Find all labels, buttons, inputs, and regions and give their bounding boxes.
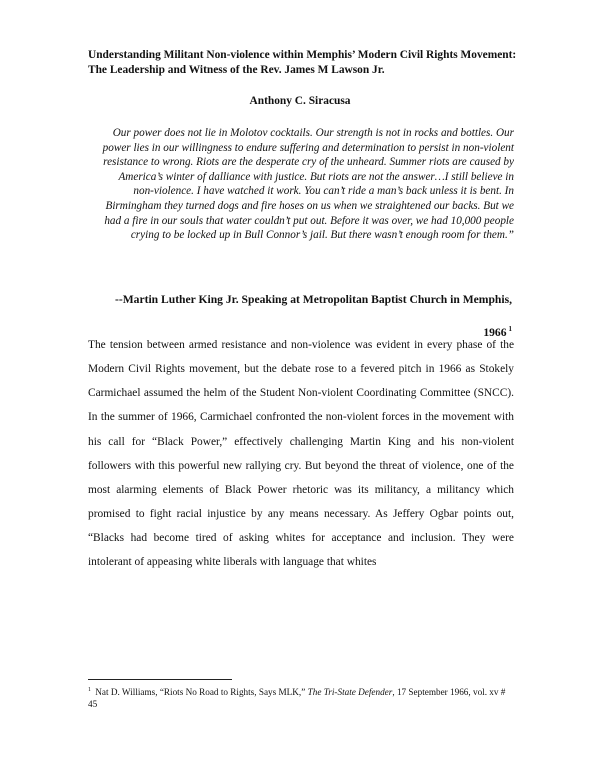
footnote-publication: The Tri-State Defender [307, 687, 393, 697]
footnote-text-before: Nat D. Williams, “Riots No Road to Rights, Says MLK,” [95, 687, 306, 697]
footnote-text-after: , 17 September 1966, vol. xv # 45 [88, 687, 506, 709]
footnote-separator [88, 679, 232, 680]
author-name: Anthony C. Siracusa [249, 95, 351, 107]
epigraph-quote: Our power does not lie in Molotov cocktails. Our strength is not in rocks and bottles. Our power lies in our willingness to endure suffering and determination to persist in non-violent resistance to wrong. Riots are the desperate cry of the unheard. Summer riots are caused by America’s winter of dalliance with justice. But riots are not the answer…I still believe in non-violence. I have watched it work. You can’t ride a man’s back unless it is bent. In Birmingham they turned dogs and fire hoses on us when we straightened our backs. But we had a fire in our souls that water couldn’t put out. Before it was over, we had 10,000 people crying to be locked up in Bull Connor’s jail. But there wasn’t enough room for them.” [102, 127, 514, 242]
paper-title: Understanding Militant Non-violence within Memphis’ Modern Civil Rights Movement: The Leadership and Witness of the Rev. James M Lawson Jr. [88, 49, 517, 76]
footnote-reference[interactable]: 1 [508, 325, 512, 333]
attribution-year: 1966 [483, 326, 507, 339]
footnote [88, 686, 514, 710]
body-paragraph: The tension between armed resistance and non-violence was evident in every phase of the Modern Civil Rights movement, but the debate rose to a fevered pitch in 1966 as Stokely Carmichael assumed the helm of the Student Non-violent Coordinating Committee (SNCC). In the summer of 1966, Carmichael confronted the non-violent forces in the movement with his call for “Black Power,” effectively challenging Martin King and his non-violent followers with this powerful new rallying cry. But beyond the threat of violence, one of the most alarming elements of Black Power rhetoric was its militancy, a militancy which promised to fight racial injustice by any means necessary. As Jeffery Ogbar points out, “Blacks had become tired of asking whites for acceptance and inclusion. They were intolerant of appeasing white liberals with language that whites [88, 339, 514, 569]
footnote-number: 1 [88, 687, 91, 693]
attribution-line-1: --Martin Luther King Jr. Speaking at Metropolitan Baptist Church in Memphis, [114, 293, 512, 306]
